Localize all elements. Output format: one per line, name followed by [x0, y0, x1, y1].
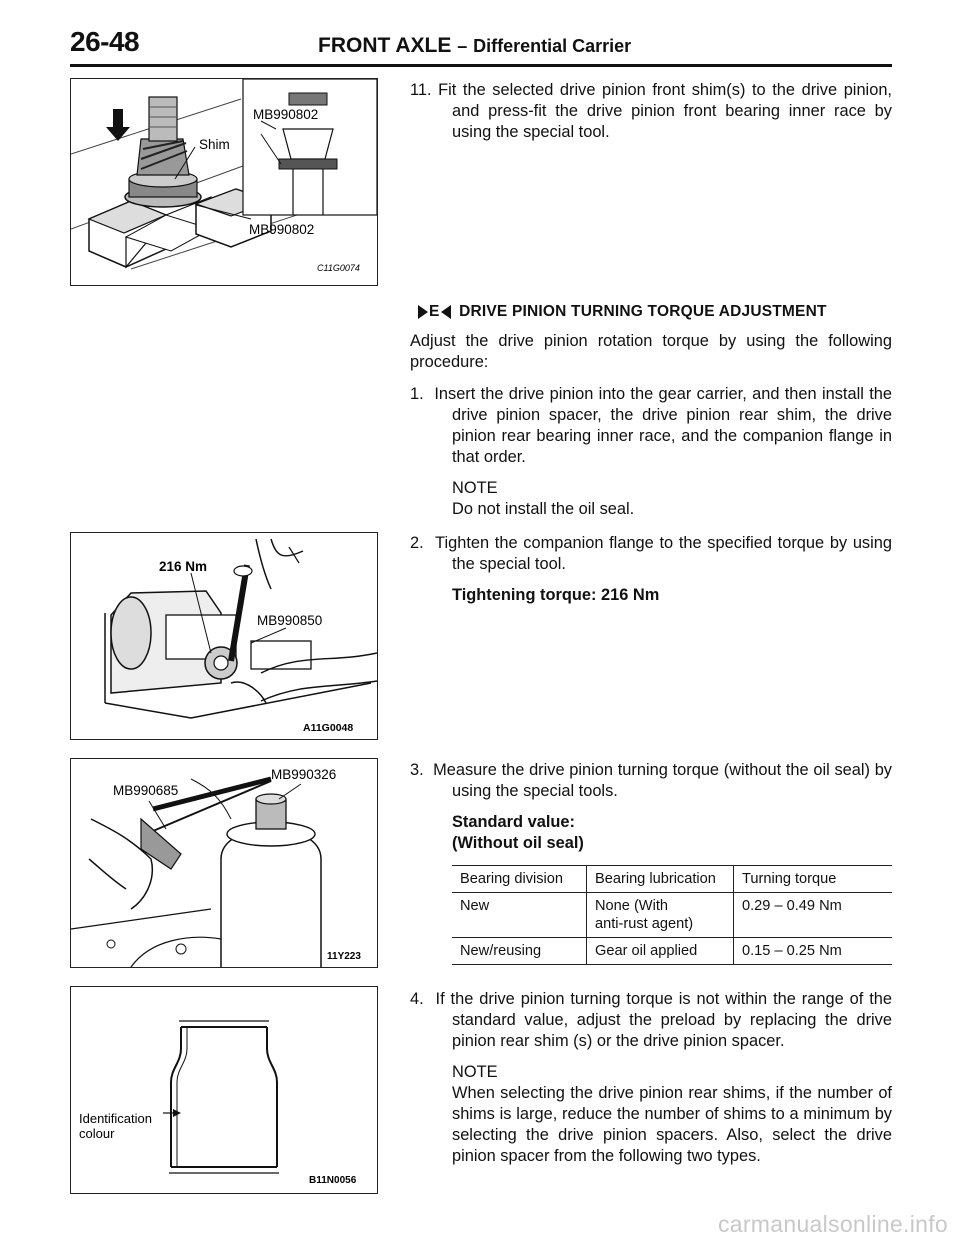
figure-label-colour: colour — [79, 1126, 115, 1141]
step-number: 11. — [410, 81, 432, 99]
table-cell-line: None (With — [595, 898, 668, 914]
step-number: 1. — [410, 385, 424, 403]
note-block — [410, 478, 892, 520]
step-2 — [410, 533, 892, 606]
step-text: Insert the drive pinion into the gear carrier, and then install the drive pinion spacer, the drive pinion rear shim, the drive pinion rear bearing inner race, and the companion flange in that order. — [434, 385, 892, 466]
figure-tighten-flange — [70, 532, 378, 740]
table-row — [452, 893, 892, 938]
standard-value-condition: (Without oil seal) — [452, 834, 584, 852]
turning-torque-table — [452, 865, 892, 965]
figure-tighten-flange-drawing — [71, 533, 377, 739]
table-header-cell: Turning torque — [734, 866, 893, 893]
table-header-cell: Bearing division — [452, 866, 587, 893]
table-cell: Gear oil applied — [587, 938, 734, 965]
table-cell: New/reusing — [452, 938, 587, 965]
note-heading: NOTE — [452, 479, 498, 497]
table-header-row — [452, 866, 892, 893]
figure-code: B11N0056 — [309, 1175, 357, 1186]
step-text: Tighten the companion flange to the specified torque by using the special tool. — [435, 534, 892, 573]
header-section: FRONT AXLE — [318, 34, 452, 57]
triangle-left-icon — [441, 305, 451, 319]
step-number: 4. — [410, 990, 424, 1008]
figure-measure-torque-drawing — [71, 759, 377, 967]
step-text: Fit the selected drive pinion front shim(s) to the drive pinion, and press-fit the drive pinion front bearing inner race by using the special tool. — [438, 81, 892, 141]
section-heading — [418, 303, 827, 321]
table-cell: New — [452, 893, 587, 938]
header-rule — [70, 64, 892, 67]
table-cell — [587, 893, 734, 938]
note-text: When selecting the drive pinion rear shims, if the number of shims is large, reduce the number of shims to a minimum by selecting the drive pinion spacers. Also, select the drive pinion spacer from the following two types. — [452, 1084, 892, 1165]
watermark: carmanualsonline.info — [717, 1211, 948, 1237]
triangle-right-icon — [418, 305, 428, 319]
standard-value-label: Standard value: — [452, 813, 575, 831]
step-4 — [410, 989, 892, 1167]
tightening-torque-spec: Tightening torque: 216 Nm — [452, 586, 660, 604]
figure-label-torque: 216 Nm — [159, 559, 208, 574]
figure-label-mb990685: MB990685 — [113, 783, 179, 798]
figure-label-mb990802-bottom: MB990802 — [249, 222, 315, 237]
figure-code: C11G0074 — [317, 263, 360, 273]
table-cell: 0.15 – 0.25 Nm — [734, 938, 893, 965]
step-number: 3. — [410, 761, 424, 779]
figure-identification-colour-drawing — [71, 987, 377, 1193]
table-cell-line: anti-rust agent) — [595, 916, 694, 932]
section-body — [410, 331, 892, 520]
step-11 — [410, 80, 892, 143]
figure-code: A11G0048 — [303, 722, 354, 734]
figure-label-mb990326: MB990326 — [271, 767, 337, 782]
figure-shim-press-drawing — [71, 79, 377, 285]
figure-code: 11Y223 — [327, 951, 361, 962]
step-text: If the drive pinion turning torque is not within the range of the standard value, adjust the preload by replacing the drive pinion rear shim (s) or the drive pinion spacer. — [435, 990, 892, 1050]
header-dash: – — [457, 36, 468, 56]
figure-label-mb990802-top: MB990802 — [253, 107, 319, 122]
note-block — [410, 1062, 892, 1167]
step-number: 2. — [410, 534, 424, 552]
step-1 — [410, 384, 892, 468]
figure-label-identification: Identification — [79, 1111, 152, 1126]
section-intro: Adjust the drive pinion rotation torque by using the following procedure: — [410, 332, 892, 371]
step-3 — [410, 760, 892, 965]
table-header-cell: Bearing lubrication — [587, 866, 734, 893]
figure-identification-colour — [70, 986, 378, 1194]
note-heading: NOTE — [452, 1063, 498, 1081]
section-marker: E — [429, 303, 440, 320]
page-number: 26-48 — [70, 26, 140, 57]
figure-shim-press — [70, 78, 378, 286]
table-row — [452, 938, 892, 965]
table-cell: 0.29 – 0.49 Nm — [734, 893, 893, 938]
section-title: DRIVE PINION TURNING TORQUE ADJUSTMENT — [459, 303, 827, 320]
figure-measure-torque — [70, 758, 378, 968]
page-header-title — [318, 34, 631, 58]
step-text: Measure the drive pinion turning torque (without the oil seal) by using the special tools. — [433, 761, 892, 800]
figure-label-mb990850: MB990850 — [257, 613, 323, 628]
figure-label-shim: Shim — [199, 137, 230, 152]
note-text: Do not install the oil seal. — [452, 500, 635, 518]
header-subtitle: Differential Carrier — [473, 36, 632, 56]
